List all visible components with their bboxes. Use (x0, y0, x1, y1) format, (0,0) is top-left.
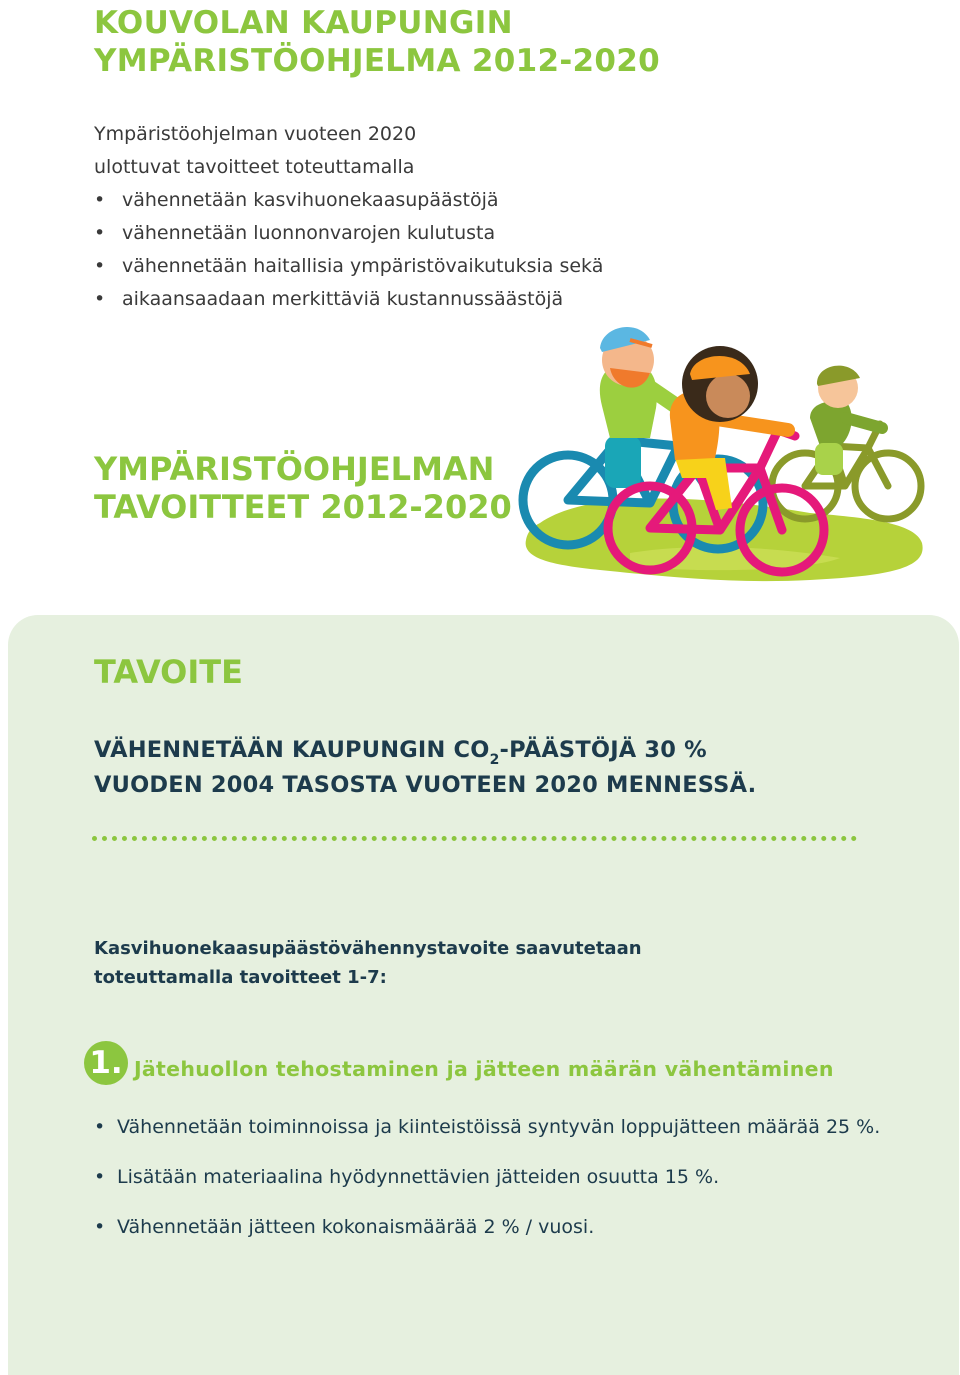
subtitle-line-1: YMPÄRISTÖOHJELMAN (94, 450, 495, 488)
reduction-intro-line-1: Kasvihuonekaasupäästövähennystavoite saavutetaan (94, 938, 642, 959)
goal-statement-line-2: VUODEN 2004 TASOSTA VUOTEEN 2020 MENNESSÄ. (94, 772, 757, 798)
measures-list (94, 1108, 880, 1258)
intro-bullet-item (94, 283, 603, 316)
reduction-intro-line-2: toteuttamalla tavoitteet 1-7: (94, 967, 387, 988)
subtitle-line-2: TAVOITTEET 2012-2020 (94, 488, 512, 526)
intro-line-1: Ympäristöohjelman vuoteen 2020 (94, 123, 417, 145)
goal-statement (94, 733, 756, 803)
measure-text: Vähennetään toiminnoissa ja kiinteistöissä syntyvän loppujätteen määrää 25 %. (117, 1116, 881, 1138)
goal-statement-line-1 (94, 733, 756, 768)
bullet-icon: • (94, 222, 106, 244)
intro-bullet-text: vähennetään haitallisia ympäristövaikutuksia sekä (122, 255, 604, 277)
bullet-icon: • (94, 1116, 106, 1138)
measure-item (94, 1108, 880, 1158)
bullet-icon: • (94, 255, 106, 277)
intro-text (94, 118, 603, 316)
intro-bullet-item (94, 217, 603, 250)
measure-text: Lisätään materiaalina hyödynnettävien jätteiden osuutta 15 %. (117, 1166, 720, 1188)
goal-panel (8, 615, 959, 1375)
bullet-icon: • (94, 189, 106, 211)
title-line-2: YMPÄRISTÖOHJELMA 2012-2020 (94, 43, 661, 79)
intro-bullet-list (94, 184, 603, 316)
measure-item (94, 1158, 880, 1208)
measure-item (94, 1208, 880, 1258)
goal-statement-text-b: -PÄÄSTÖJÄ 30 % (499, 737, 707, 763)
title-line-1: KOUVOLAN KAUPUNGIN (94, 5, 513, 41)
co2-subscript: 2 (489, 752, 500, 768)
intro-bullet-item (94, 184, 603, 217)
reduction-intro (94, 934, 642, 992)
goal-number-badge: 1. (84, 1041, 128, 1085)
goal-heading: TAVOITE (94, 653, 243, 691)
intro-bullet-text: vähennetään luonnonvarojen kulutusta (122, 222, 496, 244)
cycling-family-illustration (510, 318, 930, 593)
goal-1-title: Jätehuollon tehostaminen ja jätteen määrän vähentäminen (134, 1057, 834, 1081)
goal-statement-text-a: VÄHENNETÄÄN KAUPUNGIN CO (94, 737, 490, 763)
section-subtitle (94, 450, 512, 526)
measure-text: Vähennetään jätteen kokonaismäärää 2 % / vuosi. (117, 1216, 595, 1238)
bullet-icon: • (94, 288, 106, 310)
bullet-icon: • (94, 1166, 106, 1188)
bullet-icon: • (94, 1216, 106, 1238)
intro-bullet-item (94, 250, 603, 283)
dotted-divider (92, 836, 857, 841)
intro-bullet-text: vähennetään kasvihuonekaasupäästöjä (122, 189, 499, 211)
intro-bullet-text: aikaansaadaan merkittäviä kustannussäästöjä (122, 288, 564, 310)
page-title (94, 4, 660, 80)
intro-line-2: ulottuvat tavoitteet toteuttamalla (94, 156, 415, 178)
